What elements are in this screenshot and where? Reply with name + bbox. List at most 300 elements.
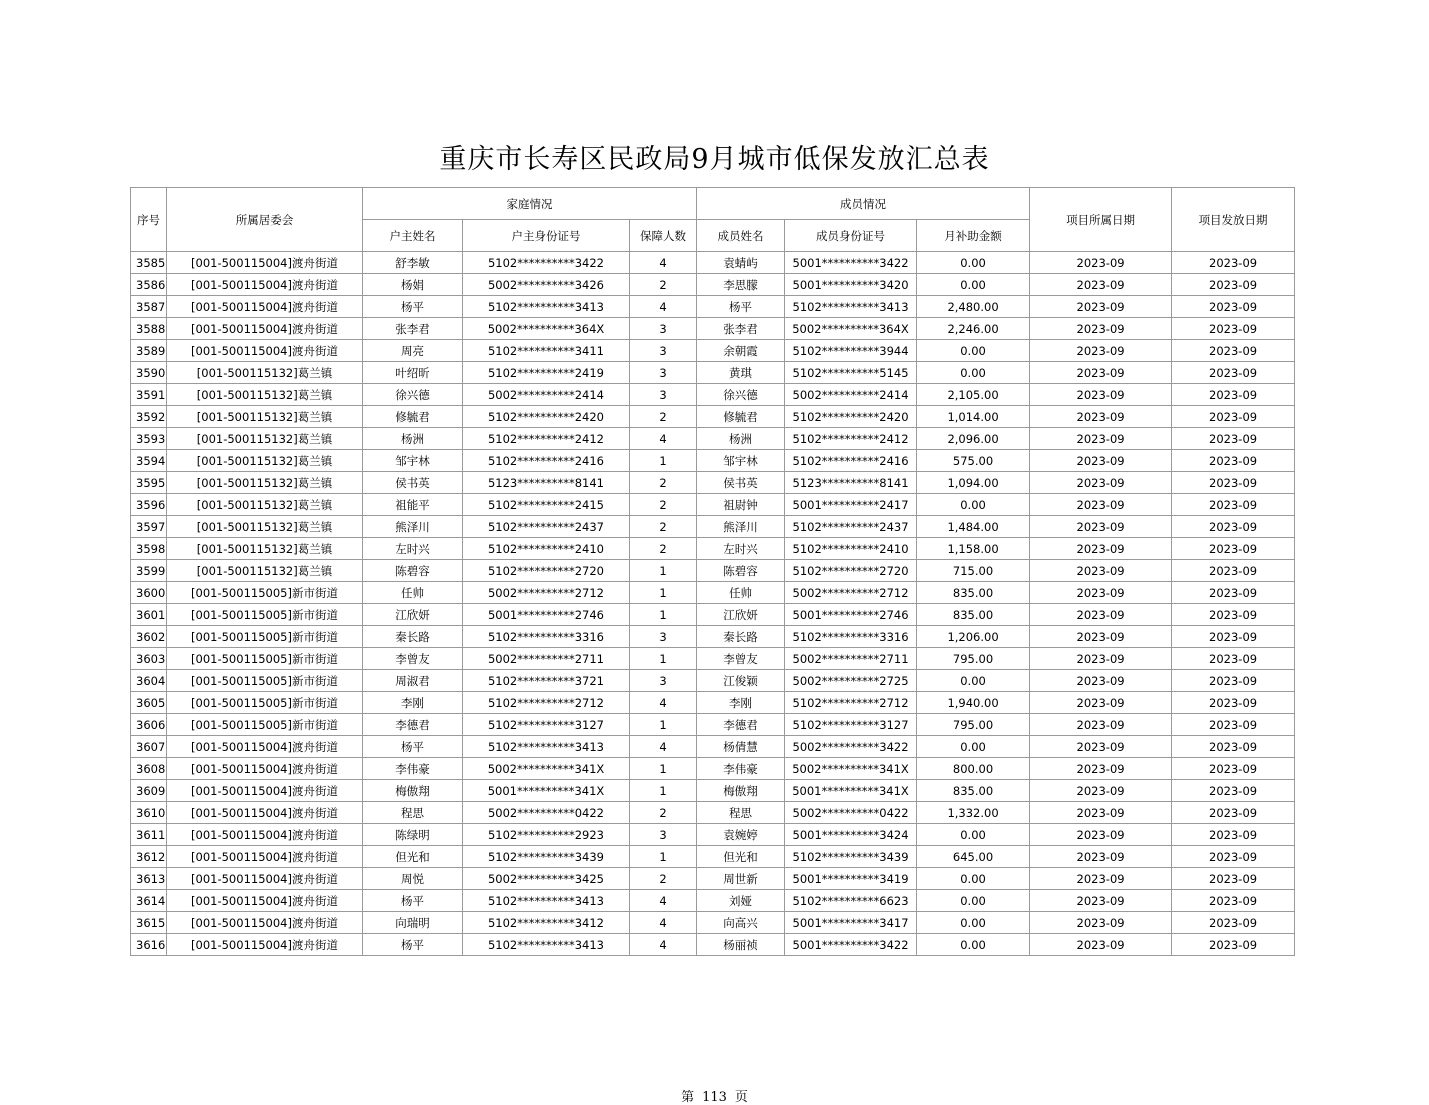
cell-member-id: 5001**********3422: [785, 934, 917, 956]
cell-monthly-amount: 0.00: [917, 494, 1030, 516]
cell-member-name: 江俊颖: [697, 670, 785, 692]
cell-committee: [001-500115132]葛兰镇: [167, 494, 363, 516]
cell-head-name: 修毓君: [363, 406, 463, 428]
cell-member-id: 5002**********341X: [785, 758, 917, 780]
cell-seq: 3598: [131, 538, 167, 560]
cell-member-name: 向高兴: [697, 912, 785, 934]
cell-covered-count: 2: [630, 494, 697, 516]
cell-head-name: 杨平: [363, 736, 463, 758]
cell-issue-date: 2023-09: [1172, 450, 1295, 472]
cell-covered-count: 1: [630, 604, 697, 626]
cell-seq: 3613: [131, 868, 167, 890]
cell-monthly-amount: 2,480.00: [917, 296, 1030, 318]
cell-project-date: 2023-09: [1030, 890, 1172, 912]
cell-monthly-amount: 0.00: [917, 868, 1030, 890]
cell-issue-date: 2023-09: [1172, 780, 1295, 802]
cell-project-date: 2023-09: [1030, 560, 1172, 582]
cell-covered-count: 1: [630, 648, 697, 670]
cell-seq: 3604: [131, 670, 167, 692]
cell-member-name: 袁蜻屿: [697, 252, 785, 274]
cell-head-name: 舒李敏: [363, 252, 463, 274]
cell-head-id: 5102**********3413: [463, 934, 630, 956]
cell-member-name: 修毓君: [697, 406, 785, 428]
cell-member-id: 5102**********3127: [785, 714, 917, 736]
table-row: [131, 802, 1295, 824]
cell-head-name: 陈绿明: [363, 824, 463, 846]
cell-issue-date: 2023-09: [1172, 604, 1295, 626]
cell-member-id: 5102**********2720: [785, 560, 917, 582]
cell-member-name: 秦长路: [697, 626, 785, 648]
cell-member-name: 李伟豪: [697, 758, 785, 780]
cell-member-name: 邹宇林: [697, 450, 785, 472]
cell-head-name: 陈碧容: [363, 560, 463, 582]
cell-covered-count: 1: [630, 560, 697, 582]
table-row: [131, 560, 1295, 582]
cell-committee: [001-500115005]新市街道: [167, 626, 363, 648]
cell-member-name: 李德君: [697, 714, 785, 736]
cell-covered-count: 2: [630, 472, 697, 494]
cell-seq: 3594: [131, 450, 167, 472]
table-row: [131, 318, 1295, 340]
cell-committee: [001-500115132]葛兰镇: [167, 362, 363, 384]
cell-issue-date: 2023-09: [1172, 692, 1295, 714]
cell-member-name: 刘娅: [697, 890, 785, 912]
cell-covered-count: 2: [630, 802, 697, 824]
cell-monthly-amount: 0.00: [917, 252, 1030, 274]
cell-covered-count: 1: [630, 450, 697, 472]
cell-project-date: 2023-09: [1030, 692, 1172, 714]
table-body: [131, 252, 1295, 956]
page-number: 113: [702, 1090, 727, 1105]
cell-monthly-amount: 835.00: [917, 604, 1030, 626]
cell-member-id: 5002**********2711: [785, 648, 917, 670]
cell-monthly-amount: 2,246.00: [917, 318, 1030, 340]
cell-covered-count: 2: [630, 516, 697, 538]
table-row: [131, 626, 1295, 648]
cell-covered-count: 3: [630, 670, 697, 692]
cell-committee: [001-500115132]葛兰镇: [167, 428, 363, 450]
table-row: [131, 252, 1295, 274]
cell-issue-date: 2023-09: [1172, 824, 1295, 846]
cell-head-id: 5002**********2712: [463, 582, 630, 604]
cell-issue-date: 2023-09: [1172, 472, 1295, 494]
header-head-name: 户主姓名: [363, 220, 463, 252]
cell-issue-date: 2023-09: [1172, 494, 1295, 516]
cell-project-date: 2023-09: [1030, 384, 1172, 406]
cell-covered-count: 4: [630, 890, 697, 912]
cell-project-date: 2023-09: [1030, 252, 1172, 274]
table-row: [131, 692, 1295, 714]
header-committee: 所属居委会: [167, 188, 363, 252]
cell-member-name: 黄琪: [697, 362, 785, 384]
table-row: [131, 450, 1295, 472]
cell-head-name: 邹宇林: [363, 450, 463, 472]
cell-member-name: 袁婉婷: [697, 824, 785, 846]
cell-monthly-amount: 0.00: [917, 362, 1030, 384]
cell-head-name: 张李君: [363, 318, 463, 340]
cell-member-id: 5002**********364X: [785, 318, 917, 340]
cell-seq: 3599: [131, 560, 167, 582]
cell-committee: [001-500115005]新市街道: [167, 692, 363, 714]
cell-head-name: 周亮: [363, 340, 463, 362]
cell-head-id: 5102**********2410: [463, 538, 630, 560]
table-row: [131, 758, 1295, 780]
cell-member-name: 但光和: [697, 846, 785, 868]
cell-member-id: 5102**********2712: [785, 692, 917, 714]
cell-seq: 3611: [131, 824, 167, 846]
cell-committee: [001-500115004]渡舟街道: [167, 890, 363, 912]
header-member-id: 成员身份证号: [785, 220, 917, 252]
cell-project-date: 2023-09: [1030, 780, 1172, 802]
cell-member-id: 5102**********2412: [785, 428, 917, 450]
cell-member-id: 5002**********2414: [785, 384, 917, 406]
cell-committee: [001-500115004]渡舟街道: [167, 340, 363, 362]
cell-covered-count: 3: [630, 318, 697, 340]
cell-project-date: 2023-09: [1030, 362, 1172, 384]
cell-head-id: 5102**********3721: [463, 670, 630, 692]
cell-head-name: 杨平: [363, 890, 463, 912]
cell-seq: 3612: [131, 846, 167, 868]
cell-committee: [001-500115004]渡舟街道: [167, 802, 363, 824]
cell-member-id: 5001**********3424: [785, 824, 917, 846]
cell-head-name: 杨洲: [363, 428, 463, 450]
cell-issue-date: 2023-09: [1172, 384, 1295, 406]
cell-head-id: 5102**********2720: [463, 560, 630, 582]
cell-head-id: 5002**********364X: [463, 318, 630, 340]
cell-seq: 3589: [131, 340, 167, 362]
cell-issue-date: 2023-09: [1172, 670, 1295, 692]
cell-seq: 3585: [131, 252, 167, 274]
cell-monthly-amount: 1,014.00: [917, 406, 1030, 428]
cell-seq: 3591: [131, 384, 167, 406]
cell-issue-date: 2023-09: [1172, 714, 1295, 736]
cell-project-date: 2023-09: [1030, 912, 1172, 934]
cell-member-id: 5001**********2746: [785, 604, 917, 626]
table-row: [131, 736, 1295, 758]
cell-member-name: 江欣妍: [697, 604, 785, 626]
cell-head-id: 5102**********3422: [463, 252, 630, 274]
cell-committee: [001-500115004]渡舟街道: [167, 318, 363, 340]
cell-head-id: 5123**********8141: [463, 472, 630, 494]
cell-member-id: 5102**********3439: [785, 846, 917, 868]
cell-member-id: 5123**********8141: [785, 472, 917, 494]
cell-head-id: 5102**********2419: [463, 362, 630, 384]
cell-member-id: 5102**********3413: [785, 296, 917, 318]
cell-committee: [001-500115005]新市街道: [167, 648, 363, 670]
cell-monthly-amount: 1,158.00: [917, 538, 1030, 560]
cell-monthly-amount: 0.00: [917, 736, 1030, 758]
cell-monthly-amount: 1,484.00: [917, 516, 1030, 538]
cell-monthly-amount: 0.00: [917, 340, 1030, 362]
cell-project-date: 2023-09: [1030, 406, 1172, 428]
cell-head-id: 5002**********2711: [463, 648, 630, 670]
table-row: [131, 604, 1295, 626]
cell-head-name: 杨平: [363, 934, 463, 956]
cell-member-name: 侯书英: [697, 472, 785, 494]
cell-covered-count: 1: [630, 846, 697, 868]
cell-committee: [001-500115005]新市街道: [167, 670, 363, 692]
cell-issue-date: 2023-09: [1172, 428, 1295, 450]
cell-monthly-amount: 2,105.00: [917, 384, 1030, 406]
cell-monthly-amount: 835.00: [917, 780, 1030, 802]
table-row: [131, 494, 1295, 516]
cell-member-id: 5001**********3419: [785, 868, 917, 890]
cell-member-id: 5102**********3944: [785, 340, 917, 362]
table-row: [131, 362, 1295, 384]
cell-seq: 3595: [131, 472, 167, 494]
cell-head-name: 李曾友: [363, 648, 463, 670]
cell-head-id: 5002**********2414: [463, 384, 630, 406]
cell-issue-date: 2023-09: [1172, 736, 1295, 758]
cell-project-date: 2023-09: [1030, 714, 1172, 736]
cell-head-name: 左时兴: [363, 538, 463, 560]
header-seq: 序号: [131, 188, 167, 252]
cell-monthly-amount: 0.00: [917, 934, 1030, 956]
cell-covered-count: 4: [630, 912, 697, 934]
cell-head-name: 任帅: [363, 582, 463, 604]
cell-issue-date: 2023-09: [1172, 560, 1295, 582]
cell-head-id: 5102**********3413: [463, 736, 630, 758]
table-row: [131, 582, 1295, 604]
cell-seq: 3593: [131, 428, 167, 450]
cell-head-name: 李刚: [363, 692, 463, 714]
cell-seq: 3586: [131, 274, 167, 296]
cell-issue-date: 2023-09: [1172, 802, 1295, 824]
cell-covered-count: 3: [630, 626, 697, 648]
cell-issue-date: 2023-09: [1172, 274, 1295, 296]
cell-monthly-amount: 1,940.00: [917, 692, 1030, 714]
cell-member-name: 梅傲翔: [697, 780, 785, 802]
cell-member-id: 5102**********2437: [785, 516, 917, 538]
table-row: [131, 472, 1295, 494]
cell-project-date: 2023-09: [1030, 340, 1172, 362]
cell-committee: [001-500115004]渡舟街道: [167, 846, 363, 868]
cell-issue-date: 2023-09: [1172, 252, 1295, 274]
cell-covered-count: 2: [630, 538, 697, 560]
cell-covered-count: 4: [630, 428, 697, 450]
cell-committee: [001-500115005]新市街道: [167, 582, 363, 604]
cell-member-id: 5002**********3422: [785, 736, 917, 758]
cell-monthly-amount: 0.00: [917, 890, 1030, 912]
cell-member-name: 杨平: [697, 296, 785, 318]
cell-committee: [001-500115004]渡舟街道: [167, 296, 363, 318]
header-family-group: 家庭情况: [363, 188, 697, 220]
cell-committee: [001-500115004]渡舟街道: [167, 824, 363, 846]
cell-head-name: 祖能平: [363, 494, 463, 516]
cell-committee: [001-500115004]渡舟街道: [167, 252, 363, 274]
cell-member-id: 5001**********3420: [785, 274, 917, 296]
cell-issue-date: 2023-09: [1172, 846, 1295, 868]
table-row: [131, 846, 1295, 868]
cell-covered-count: 3: [630, 384, 697, 406]
cell-head-id: 5001**********2746: [463, 604, 630, 626]
cell-head-id: 5002**********341X: [463, 758, 630, 780]
cell-member-id: 5102**********3316: [785, 626, 917, 648]
cell-project-date: 2023-09: [1030, 604, 1172, 626]
cell-monthly-amount: 1,332.00: [917, 802, 1030, 824]
cell-issue-date: 2023-09: [1172, 362, 1295, 384]
table-row: [131, 670, 1295, 692]
table-row: [131, 538, 1295, 560]
cell-member-name: 熊泽川: [697, 516, 785, 538]
cell-project-date: 2023-09: [1030, 626, 1172, 648]
cell-head-id: 5102**********3411: [463, 340, 630, 362]
cell-project-date: 2023-09: [1030, 934, 1172, 956]
cell-head-name: 李伟豪: [363, 758, 463, 780]
cell-head-name: 李德君: [363, 714, 463, 736]
cell-seq: 3587: [131, 296, 167, 318]
cell-seq: 3605: [131, 692, 167, 714]
table-row: [131, 868, 1295, 890]
cell-member-id: 5102**********6623: [785, 890, 917, 912]
cell-covered-count: 1: [630, 758, 697, 780]
header-member-name: 成员姓名: [697, 220, 785, 252]
cell-issue-date: 2023-09: [1172, 912, 1295, 934]
cell-seq: 3590: [131, 362, 167, 384]
header-member-group: 成员情况: [697, 188, 1030, 220]
table-row: [131, 274, 1295, 296]
cell-covered-count: 2: [630, 274, 697, 296]
cell-head-name: 周悦: [363, 868, 463, 890]
cell-committee: [001-500115004]渡舟街道: [167, 912, 363, 934]
cell-monthly-amount: 800.00: [917, 758, 1030, 780]
cell-issue-date: 2023-09: [1172, 340, 1295, 362]
cell-head-name: 叶绍昕: [363, 362, 463, 384]
cell-project-date: 2023-09: [1030, 428, 1172, 450]
table-row: [131, 428, 1295, 450]
cell-seq: 3616: [131, 934, 167, 956]
cell-issue-date: 2023-09: [1172, 406, 1295, 428]
cell-committee: [001-500115004]渡舟街道: [167, 868, 363, 890]
cell-project-date: 2023-09: [1030, 318, 1172, 340]
cell-monthly-amount: 1,094.00: [917, 472, 1030, 494]
page-footer: [0, 1086, 1429, 1105]
cell-committee: [001-500115004]渡舟街道: [167, 274, 363, 296]
cell-project-date: 2023-09: [1030, 758, 1172, 780]
cell-project-date: 2023-09: [1030, 296, 1172, 318]
table-header: [131, 188, 1295, 252]
cell-covered-count: 3: [630, 340, 697, 362]
cell-head-id: 5002**********0422: [463, 802, 630, 824]
cell-member-id: 5001**********341X: [785, 780, 917, 802]
cell-member-name: 周世新: [697, 868, 785, 890]
cell-member-name: 祖尉钟: [697, 494, 785, 516]
cell-head-name: 熊泽川: [363, 516, 463, 538]
header-covered-count: 保障人数: [630, 220, 697, 252]
cell-project-date: 2023-09: [1030, 494, 1172, 516]
cell-head-name: 江欣妍: [363, 604, 463, 626]
cell-member-id: 5002**********2725: [785, 670, 917, 692]
cell-head-name: 侯书英: [363, 472, 463, 494]
cell-monthly-amount: 2,096.00: [917, 428, 1030, 450]
cell-covered-count: 1: [630, 714, 697, 736]
cell-member-name: 徐兴德: [697, 384, 785, 406]
cell-issue-date: 2023-09: [1172, 626, 1295, 648]
header-issue-date: 项目发放日期: [1172, 188, 1295, 252]
cell-project-date: 2023-09: [1030, 582, 1172, 604]
cell-covered-count: 1: [630, 582, 697, 604]
cell-member-name: 程思: [697, 802, 785, 824]
cell-monthly-amount: 795.00: [917, 648, 1030, 670]
cell-member-name: 杨倩慧: [697, 736, 785, 758]
cell-monthly-amount: 795.00: [917, 714, 1030, 736]
cell-seq: 3609: [131, 780, 167, 802]
cell-member-id: 5002**********0422: [785, 802, 917, 824]
table-row: [131, 890, 1295, 912]
cell-covered-count: 4: [630, 736, 697, 758]
cell-committee: [001-500115132]葛兰镇: [167, 406, 363, 428]
cell-member-name: 李思朦: [697, 274, 785, 296]
cell-seq: 3608: [131, 758, 167, 780]
cell-covered-count: 4: [630, 296, 697, 318]
cell-member-id: 5102**********5145: [785, 362, 917, 384]
cell-project-date: 2023-09: [1030, 802, 1172, 824]
cell-head-id: 5001**********341X: [463, 780, 630, 802]
cell-project-date: 2023-09: [1030, 516, 1172, 538]
cell-member-id: 5102**********2416: [785, 450, 917, 472]
cell-head-id: 5102**********3316: [463, 626, 630, 648]
cell-committee: [001-500115004]渡舟街道: [167, 934, 363, 956]
cell-committee: [001-500115004]渡舟街道: [167, 780, 363, 802]
cell-head-name: 杨娟: [363, 274, 463, 296]
cell-covered-count: 4: [630, 692, 697, 714]
cell-covered-count: 1: [630, 780, 697, 802]
cell-member-id: 5102**********2410: [785, 538, 917, 560]
cell-head-id: 5102**********3413: [463, 890, 630, 912]
cell-project-date: 2023-09: [1030, 538, 1172, 560]
cell-head-name: 周淑君: [363, 670, 463, 692]
cell-member-id: 5102**********2420: [785, 406, 917, 428]
cell-project-date: 2023-09: [1030, 868, 1172, 890]
table-row: [131, 824, 1295, 846]
cell-covered-count: 3: [630, 362, 697, 384]
header-project-date: 项目所属日期: [1030, 188, 1172, 252]
cell-member-name: 任帅: [697, 582, 785, 604]
table-row: [131, 516, 1295, 538]
table-row: [131, 648, 1295, 670]
cell-issue-date: 2023-09: [1172, 516, 1295, 538]
cell-seq: 3606: [131, 714, 167, 736]
table-row: [131, 340, 1295, 362]
cell-covered-count: 4: [630, 934, 697, 956]
cell-member-id: 5001**********3422: [785, 252, 917, 274]
page-label-prefix: 第: [681, 1090, 695, 1105]
cell-monthly-amount: 0.00: [917, 670, 1030, 692]
cell-project-date: 2023-09: [1030, 472, 1172, 494]
cell-seq: 3596: [131, 494, 167, 516]
cell-monthly-amount: 0.00: [917, 912, 1030, 934]
cell-head-name: 向瑞明: [363, 912, 463, 934]
cell-committee: [001-500115132]葛兰镇: [167, 384, 363, 406]
cell-issue-date: 2023-09: [1172, 318, 1295, 340]
cell-seq: 3588: [131, 318, 167, 340]
cell-monthly-amount: 645.00: [917, 846, 1030, 868]
cell-seq: 3607: [131, 736, 167, 758]
table-row: [131, 912, 1295, 934]
cell-head-id: 5102**********2712: [463, 692, 630, 714]
cell-seq: 3610: [131, 802, 167, 824]
header-head-id: 户主身份证号: [463, 220, 630, 252]
table-row: [131, 714, 1295, 736]
cell-project-date: 2023-09: [1030, 648, 1172, 670]
cell-head-id: 5102**********3439: [463, 846, 630, 868]
cell-member-name: 李曾友: [697, 648, 785, 670]
cell-seq: 3614: [131, 890, 167, 912]
page-title: 重庆市长寿区民政局9月城市低保发放汇总表: [439, 144, 990, 175]
cell-monthly-amount: 1,206.00: [917, 626, 1030, 648]
cell-head-id: 5002**********3426: [463, 274, 630, 296]
table-row: [131, 934, 1295, 956]
